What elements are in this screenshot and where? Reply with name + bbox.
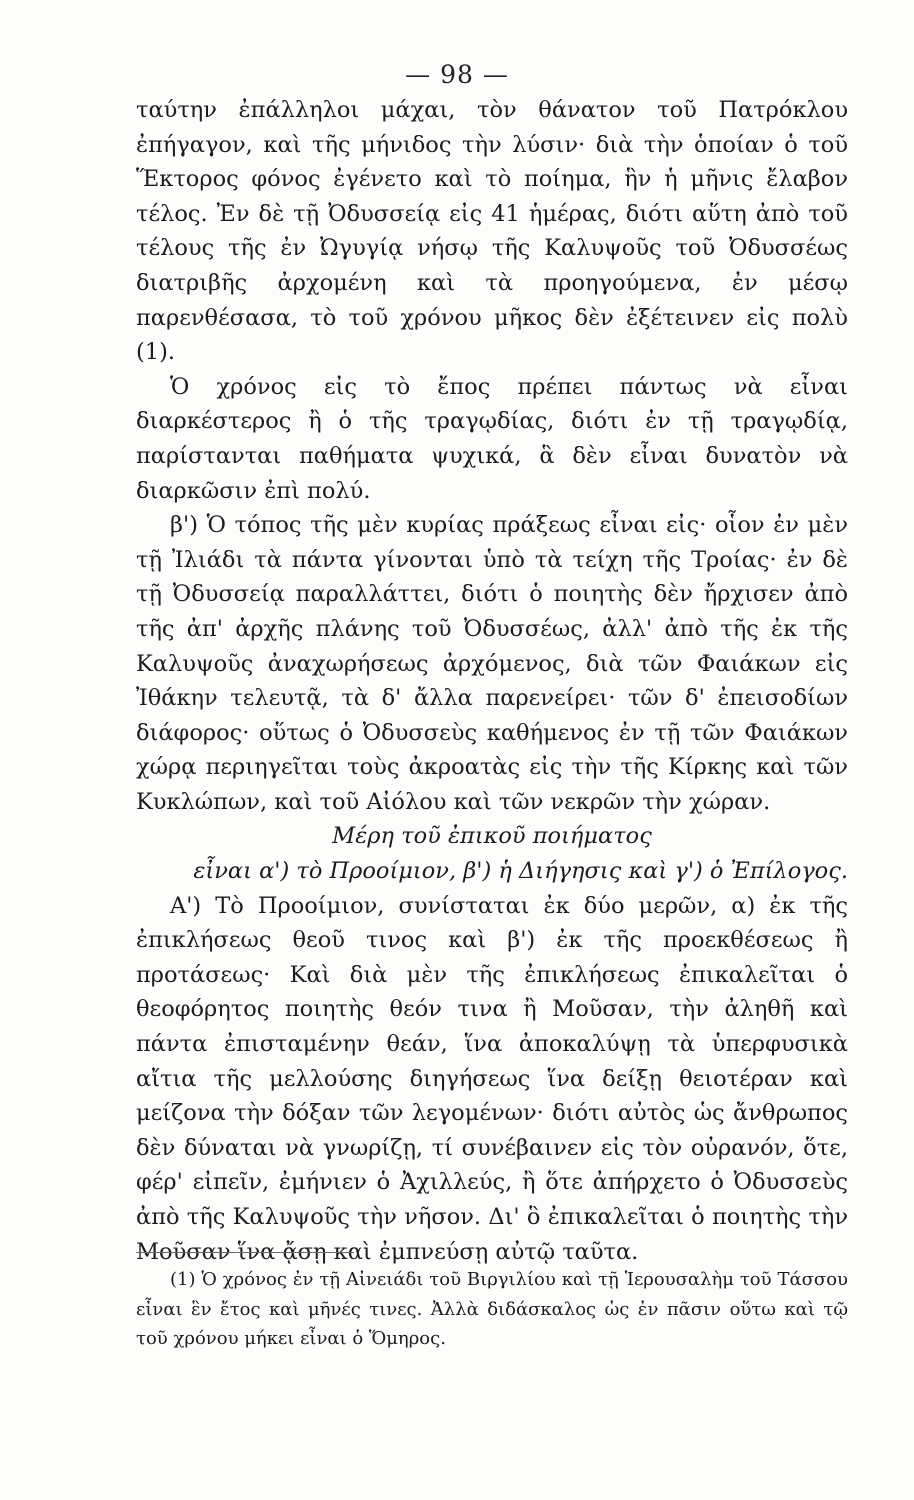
footnote-rule xyxy=(136,1252,354,1253)
paragraph-continuation: ταύτην ἐπάλληλοι μάχαι, τὸν θάνατον τοῦ Πατρόκλου ἐπήγαγον, καὶ τῆς μήνιδος τὴν λύσιν· διὰ τὴν ὁποίαν ὁ τοῦ Ἕκτορος φόνος ἐγένετο καὶ τὸ ποίημα, ἣν ἡ μῆνις ἔλαβον τέλος. Ἐν δὲ τῇ Ὀδυσσείᾳ εἰς 41 ἡμέρας, διότι αὕτη ἀπὸ τοῦ τέλους τῆς ἐν Ὠγυγίᾳ νήσῳ τῆς Καλυψοῦς τοῦ Ὀδυσσέως διατριβῆς ἀρχομένη καὶ τὰ προηγούμενα, ἐν μέσῳ παρενθέσασα, τὸ τοῦ χρόνου μῆκος δὲν ἐξέτεινεν εἰς πολὺ (1). xyxy=(136,97,848,366)
main-text xyxy=(136,93,848,1269)
paragraph-prooimion: Α') Τὸ Προοίμιον, συνίσταται ἐκ δύο μερῶν, α) ἐκ τῆς ἐπικλήσεως θεοῦ τινος καὶ β') ἐκ τῆς προεκθέσεως ἢ προτάσεως· Καὶ διὰ μὲν τῆς ἐπικλήσεως ἐπικαλεῖται ὁ θεοφόρητος ποιητὴς θεόν τινα ἢ Μοῦσαν, τὴν ἀληθῆ καὶ πάντα ἐπισταμένην θεάν, ἵνα ἀποκαλύψῃ τὰ ὑπερφυσικὰ αἴτια τῆς μελλούσης διηγήσεως ἵνα δείξῃ θειοτέραν καὶ μείζονα τὴν δόξαν τῶν λεγομένων· διότι αὐτὸς ὡς ἄνθρωπος δὲν δύναται νὰ γνωρίζῃ, τί συνέβαινεν εἰς τὸν οὐρανόν, ὅτε, φέρ' εἰπεῖν, ἐμήνιεν ὁ Ἀχιλλεύς, ἢ ὅτε ἀπήρχετο ὁ Ὀδυσσεὺς ἀπὸ τῆς Καλυψοῦς τὴν νῆσον. Δι' ὃ ἐπικαλεῖται ὁ ποιητὴς τὴν Μοῦσαν ἵνα ᾄσῃ καὶ ἐμπνεύσῃ αὐτῷ ταῦτα. xyxy=(136,892,848,1265)
footnote xyxy=(136,1265,848,1354)
paragraph-place: β') Ὁ τόπος τῆς μὲν κυρίας πράξεως εἶναι εἰς· οἷον ἐν μὲν τῇ Ἰλιάδι τὰ πάντα γίνονται ὑπὸ τὰ τείχη τῆς Τροίας· ἐν δὲ τῇ Ὀδυσσείᾳ παραλλάττει, διότι ὁ ποιητὴς δὲν ἤρχισεν ἀπὸ τῆς ἀπ' ἀρχῆς πλάνης τοῦ Ὀδυσσέως, ἀλλ' ἀπὸ τῆς ἐκ τῆς Καλυψοῦς ἀναχωρήσεως ἀρχόμενος, διὰ τῶν Φαιάκων εἰς Ἰθάκην τελευτᾷ, τὰ δ' ἄλλα παρενείρει· τῶν δ' ἐπεισοδίων διάφορος· οὕτως ὁ Ὀδυσσεὺς καθήμενος ἐν τῇ τῶν Φαιάκων χώρᾳ περιηγεῖται τοὺς ἀκροατὰς εἰς τὴν τῆς Κίρκης καὶ τῶν Κυκλώπων, καὶ τοῦ Αἰόλου καὶ τῶν νεκρῶν τὴν χώραν. xyxy=(136,512,848,815)
section-heading-parts: εἶναι α') τὸ Προοίμιον, β') ἡ Διήγησις καὶ γ') ὁ Ἐπίλογος. xyxy=(193,858,848,885)
footnote-text: (1) Ὁ χρόνος ἐν τῇ Αἰνειάδι τοῦ Βιργιλίου καὶ τῇ Ἱερουσαλὴμ τοῦ Τάσσου εἶναι ἓν ἔτος καὶ μῆνές τινες. Ἀλλὰ διδάσκαλος ὡς ἐν πᾶσιν οὕτω καὶ τῷ τοῦ χρόνου μήκει εἶναι ὁ Ὅμηρος. xyxy=(136,1269,848,1349)
section-heading: Μέρη τοῦ ἐπικοῦ ποιήματος xyxy=(332,823,652,850)
paragraph-time: Ὁ χρόνος εἰς τὸ ἔπος πρέπει πάντως νὰ εἶναι διαρκέστερος ἢ ὁ τῆς τραγῳδίας, διότι ἐν τῇ τραγῳδίᾳ, παρίστανται παθήματα ψυχικά, ἃ δὲν εἶναι δυνατὸν νὰ διαρκῶσιν ἐπὶ πολύ. xyxy=(136,373,848,504)
page-number: — 98 — xyxy=(405,60,509,89)
